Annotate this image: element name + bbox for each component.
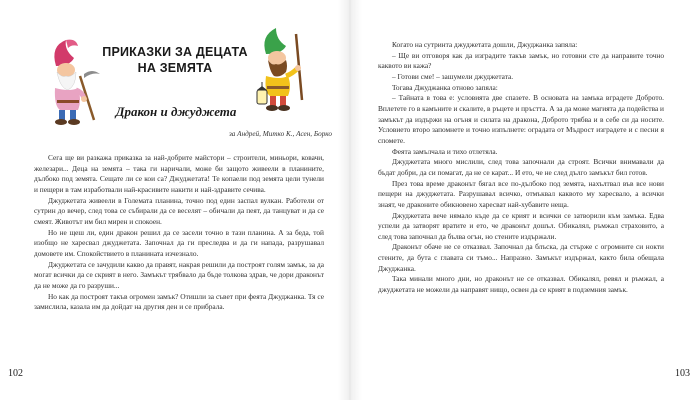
paragraph: Драконът обаче не се отказвал. Започнал да блъска, да стържe с огромните си нокти стените, да бута с главата си тъмо... Напразно. Замъкът издържал, както била обещала Джуджанка.	[378, 242, 664, 273]
paragraph: Когато на сутринта джуджетата дошли, Джуджанка запяла:	[392, 40, 578, 49]
book-gutter	[338, 0, 362, 400]
paragraph: Джуджетата вече нямало къде да се крият и всички се затворили към замъка. Едва успели да затворят вратите и ето, че драконът дошъл. Обикалял, ръмжал страховито, а след това започнал да бълва огън, но стените издържали.	[378, 210, 664, 241]
gnome-with-lantern-icon	[252, 26, 316, 118]
paragraph: Но не щеш ли, един дракон решил да се засели точно в тази планина. А за беда, той изобщо не харесвал джуджетата. Започнал да ги преследва и да ги напада, разрушавал домовете им. Спокойствието в планината изчезнало.	[34, 227, 324, 258]
right-page-body	[378, 40, 664, 296]
series-title-line-2: НА ЗЕМЯТА	[137, 61, 213, 75]
paragraph: През това време драконът бягал все по-дълбоко под земята, нахълтвал във все нови пещери на джуджетата. Разрушавал всичко, отмъквал каквото му харесвало, а всички знаят, че драконите обикновено харесват най-хубавите неща.	[378, 178, 664, 209]
paragraph: Джуджетата се зачудили какво да правят, накрая решили да построят голям замък, за да могат всички да се скрият в него. Замъкът трябвало да бъде толкова здрав, че дори драконът да не може да го разруши...	[34, 259, 324, 290]
paragraph: – Готови сме! – зашумели джуджетата.	[392, 71, 514, 81]
story-title: Дракон и джуджета	[115, 104, 237, 119]
left-page-body	[34, 153, 324, 313]
paragraph: Джуджетата много мислили, след това започнали да строят. Всички внимавали да бъдат добри, да си помагат, да не се карат... И ето, че не след дълго замъкът бил готов.	[378, 157, 664, 177]
paragraph: – Тайната в това е: условията две спазете. В основата на замъка вградете Доброто. Вплетете го в камъните и скалите, в ръцете и пръстта. А за да може магията да подейства и замъкът да издържи на огъня и силата на дракона, Доброто трябва и в себе си да носите. Условието второ запомнете и точно изпълнете: оградата от Мъдрост изградете и с песни я спомете.	[378, 93, 664, 145]
page-number-left: 102	[8, 368, 23, 379]
paragraph: Тогава Джуджанка отново запяла:	[392, 82, 498, 92]
paragraph: Феята замълчала и тихо отлетяла.	[392, 146, 498, 156]
right-page	[350, 0, 700, 400]
paragraph: Джуджетата живеели в Големата планина, точно под един заспал вулкан. Работели от сутрин до вечер, след това се събирали да се веселят – обичали да пеят, да танцуват и да се смеят. Животът им бил мирен и спокоен.	[34, 195, 324, 226]
dedication: за Андрей, Митко К., Асен, Борко	[228, 130, 332, 138]
paragraph: Така минали много дни, но драконът не се отказвал. Обикалял, ревял и ръмжал, а джуджетата не можели да направят нищо, освен да се крият в подземния замък.	[378, 274, 664, 295]
gnome-with-pickaxe-icon	[40, 36, 104, 128]
page-number-right: 103	[675, 368, 690, 379]
series-title-line-1: ПРИКАЗКИ ЗА ДЕЦАТА	[102, 45, 248, 59]
paragraph: Сега ще ви разкажа приказка за най-добрите майстори – строители, миньори, ковачи, железари... Деца на земята – така ги наричали, може би защото живеели в планините, дълбоко под земята. Сещате ли се кои са? Джуджетата! Те копаели под земята цели тунели и пещери в там изработвали най-красивите накити и най-здравите сечива.	[34, 153, 324, 194]
series-title	[98, 44, 252, 76]
paragraph: – Ще ви отговоря как да изградите такъв замък, но готовни сте да направите точно каквото ви кажа?	[378, 50, 664, 71]
paragraph: Но как да построят такъв огромен замък? Отишли за съвет при феята Джуджанка. Тя се замислила, казала им да дойдат на другия ден и се прибрала.	[34, 291, 324, 312]
